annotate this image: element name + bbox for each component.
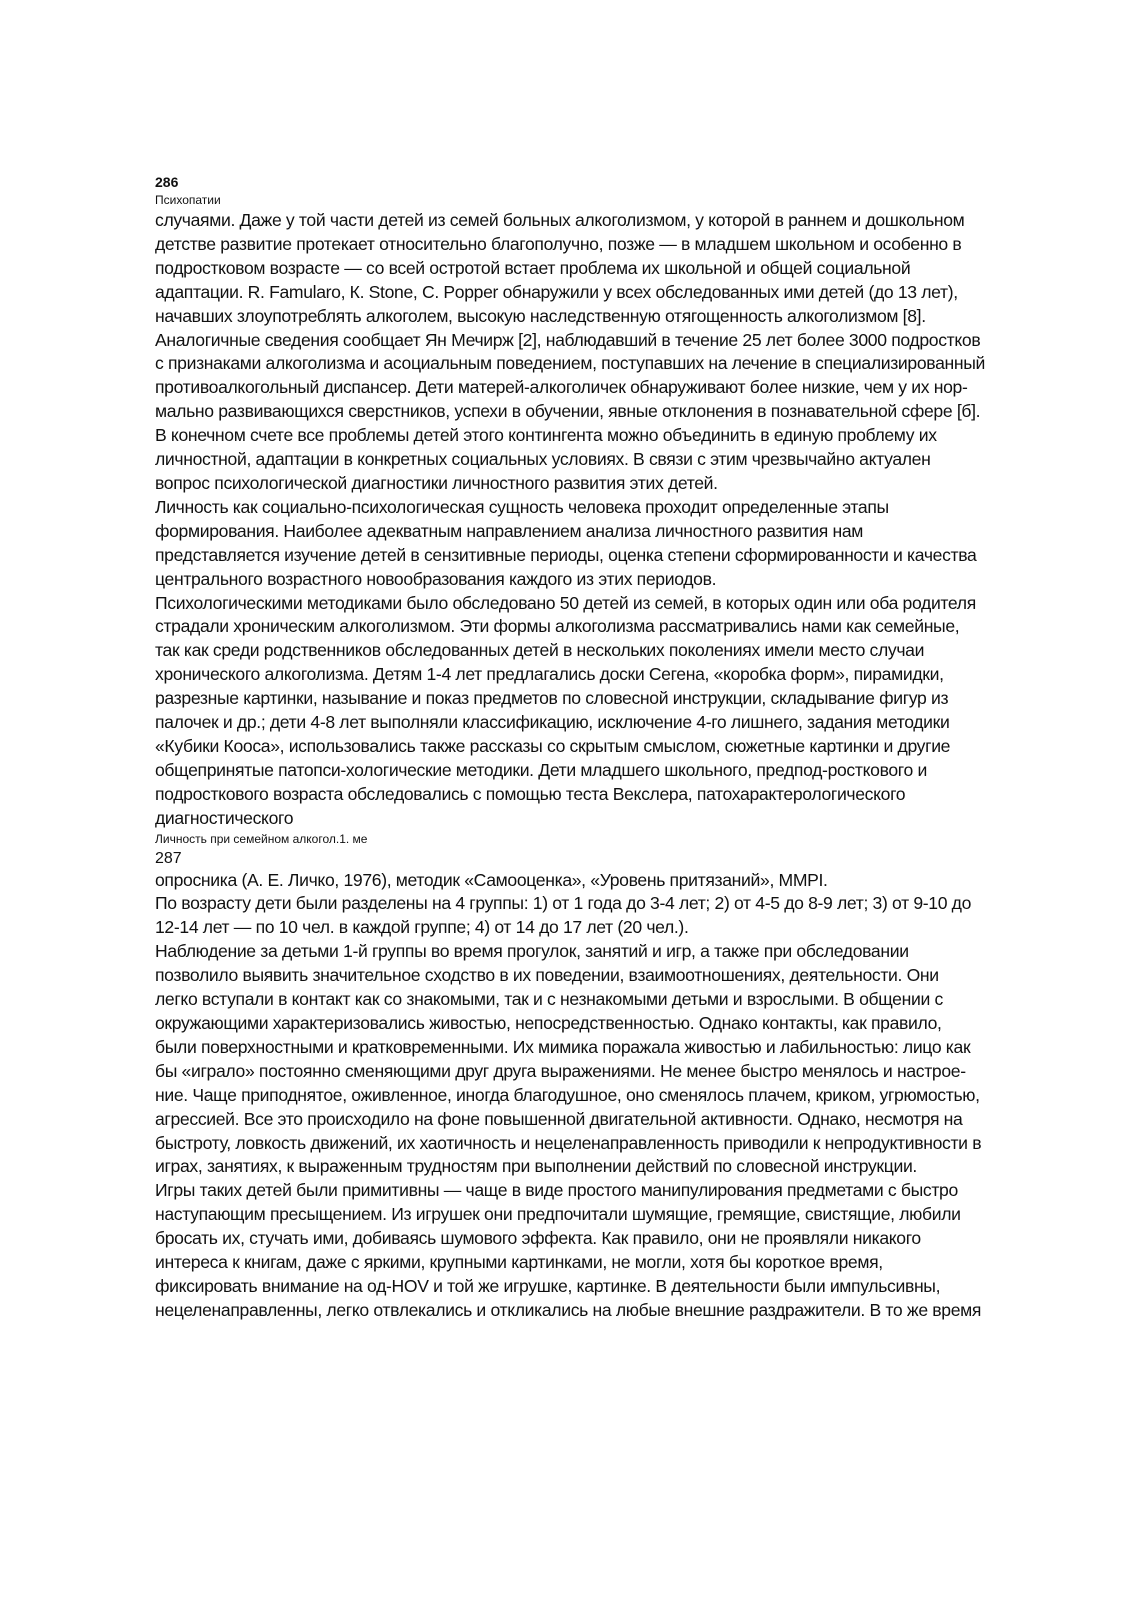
text-block-1 <box>155 209 1035 831</box>
text-line: противоалкогольный диспансер. Дети матерей-алкоголичек обнаруживают более низкие, чем у их нор- <box>155 377 968 398</box>
text-line: Игры таких детей были примитивны — чаще в виде простого манипулирования предметами с быстро <box>155 1180 958 1201</box>
text-line: адаптации. R. Famularo, К. Stone, С. Popper обнаружили у всех обследованных ими детей (до 13 лет), <box>155 281 958 302</box>
text-line: «Кубики Кооса», использовались также рассказы со скрытым смыслом, сюжетные картинки и другие <box>155 735 951 756</box>
text-line: представляется изучение детей в сензитивные периоды, оценка степени сформированности и качества <box>155 544 977 565</box>
text-line: подросткового возраста обследовались с помощью теста Векслера, патохарактерологического <box>155 783 906 804</box>
text-block-2 <box>155 869 1035 1323</box>
text-line: фиксировать внимание на од-HOV и той же игрушке, картинке. В деятельности были импульсивны, <box>155 1275 941 1296</box>
text-line: личностной, адаптации в конкретных социальных условиях. В связи с этим чрезвычайно актуален <box>155 449 931 470</box>
text-line: разрезные картинки, называние и показ предметов по словесной инструкции, складывание фигур из <box>155 688 949 709</box>
text-line: агрессией. Все это происходило на фоне повышенной двигательной активности. Однако, несмотря на <box>155 1108 963 1129</box>
page-number-next: 287 <box>155 849 182 867</box>
text-line: палочек и др.; дети 4-8 лет выполняли классификацию, исключение 4-го лишнего, задания методики <box>155 712 950 733</box>
text-line: Аналогичные сведения сообщает Ян Мечирж [2], наблюдавший в течение 25 лет более 3000 подростков <box>155 329 981 350</box>
text-line: с признаками алкоголизма и асоциальным поведением, поступавших на лечение в специализированный <box>155 353 986 374</box>
text-line: так как среди родственников обследованных детей в нескольких поколениях имели место случаи <box>155 640 925 661</box>
text-line: были поверхностными и кратковременными. Их мимика поражала живостью и лабильностью: лицо как <box>155 1036 971 1057</box>
text-line: Психологическими методиками было обследовано 50 детей из семей, в которых один или оба родителя <box>155 592 976 613</box>
text-line: начавших злоупотреблять алкоголем, высокую наследственную отягощенность алкоголизмом [8]. <box>155 305 926 326</box>
text-line: мально развивающихся сверстников, успехи в обучении, явные отклонения в познавательной сфере [б]. <box>155 401 981 422</box>
text-line: 12-14 лет — по 10 чел. в каждой группе; 4) от 14 до 17 лет (20 чел.). <box>155 917 689 938</box>
text-line: детстве развитие протекает относительно благополучно, позже — в младшем школьном и особенно в <box>155 233 962 254</box>
text-line: В конечном счете все проблемы детей этого контингента можно объединить в единую проблему их <box>155 425 937 446</box>
text-line: быстроту, ловкость движений, их хаотичность и нецеленаправленность приводили к непродуктивности в <box>155 1132 982 1153</box>
text-line: По возрасту дети были разделены на 4 группы: 1) от 1 года до 3-4 лет; 2) от 4-5 до 8-9 лет; 3) от 9-10 до <box>155 893 972 914</box>
text-line: диагностического <box>155 807 294 828</box>
text-line: опросника (А. Е. Личко, 1976), методик «Самооценка», «Уровень притязаний», MMPI. <box>155 869 828 890</box>
text-line: подростковом возрасте — со всей остротой встает проблема их школьной и общей социальной <box>155 257 911 278</box>
text-line: окружающими характеризовались живостью, непосредственностью. Однако контакты, как правило, <box>155 1013 942 1033</box>
running-head: Психопатии <box>155 193 221 207</box>
text-line: Наблюдение за детьми 1-й группы во время прогулок, занятий и игр, а также при обследовании <box>155 941 909 962</box>
text-line: ние. Чаще приподнятое, оживленное, иногда благодушное, оно сменялось плачем, криком, угрюмостью, <box>155 1084 980 1105</box>
text-line: страдали хроническим алкоголизмом. Эти формы алкоголизма рассматривались нами как семейные, <box>155 616 960 637</box>
page-number: 286 <box>155 174 179 190</box>
text-line: Личность как социально-психологическая сущность человека проходит определенные этапы <box>155 496 889 517</box>
text-line: играх, занятиях, к выраженным трудностям при выполнении действий по словесной инструкции. <box>155 1156 917 1177</box>
text-line: случаями. Даже у той части детей из семей больных алкоголизмом, у которой в раннем и дошкольном <box>155 210 965 230</box>
text-line: бросать их, стучать ими, добиваясь шумового эффекта. Как правило, они не проявляли никакого <box>155 1228 921 1249</box>
text-line: общепринятые патопси-хологические методики. Дети младшего школьного, предпод-росткового и <box>155 759 927 780</box>
text-line: интереса к книгам, даже с яркими, крупными картинками, не могли, хотя бы короткое время, <box>155 1252 883 1273</box>
text-line: формирования. Наиболее адекватным направлением анализа личностного развития нам <box>155 520 864 541</box>
text-line: вопрос психологической диагностики личностного развития этих детей. <box>155 472 718 493</box>
text-line: легко вступали в контакт как со знакомыми, так и с незнакомыми детьми и взрослыми. В общении с <box>155 989 943 1010</box>
text-line: нецеленаправленны, легко отвлекались и откликались на любые внешние раздражители. В то же время <box>155 1299 982 1320</box>
text-line: центрального возрастного новообразования каждого из этих периодов. <box>155 568 717 589</box>
running-head-next: Личность при семейном алкогол.1. ме <box>155 831 368 846</box>
text-line: позволило выявить значительное сходство в их поведении, взаимоотношениях, деятельности. Они <box>155 965 939 986</box>
text-line: хронического алкоголизма. Детям 1-4 лет предлагались доски Сегена, «коробка форм», пирамидки, <box>155 664 944 685</box>
text-line: наступающим пресыщением. Из игрушек они предпочитали шумящие, гремящие, свистящие, любили <box>155 1204 961 1225</box>
book-page <box>155 172 1035 1323</box>
text-line: бы «играло» постоянно сменяющими друг друга выражениями. Не менее быстро менялось и настрое- <box>155 1060 966 1081</box>
